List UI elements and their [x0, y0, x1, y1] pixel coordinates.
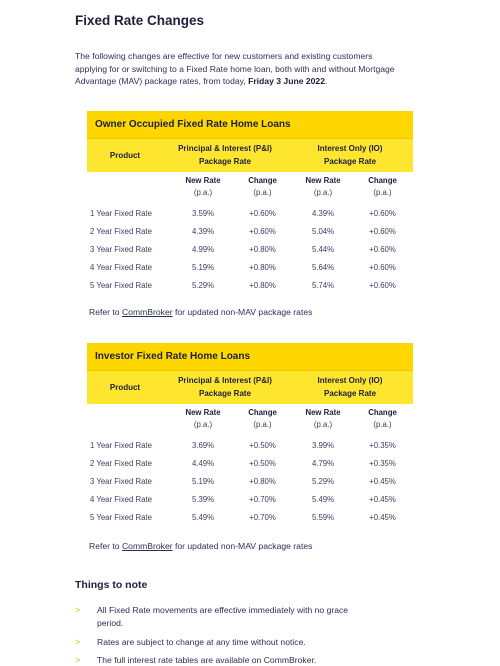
note-text: Rates are subject to change at any time without notice. [97, 637, 306, 647]
table-row [87, 241, 413, 259]
page-title: Fixed Rate Changes [75, 13, 205, 28]
pi-change-cell: +0.50% [249, 441, 276, 451]
investor-refer-note [89, 541, 312, 551]
refer-text-end: for updated non-MAV package rates [172, 541, 313, 551]
table-heading: Owner Occupied Fixed Rate Home Loans [87, 111, 413, 139]
io-change-cell: +0.60% [369, 280, 396, 290]
io-group-subtitle: Package Rate [323, 388, 377, 398]
io-rate-cell: 4.39% [311, 209, 335, 219]
pi-change-cell: +0.70% [249, 512, 276, 522]
table-group-header [87, 139, 413, 172]
io-group-subtitle: Package Rate [323, 156, 377, 166]
list-item [75, 604, 375, 636]
io-rate-cell: 5.64% [311, 262, 335, 272]
column-header-io-new-rate: New Rate (p.a.) [305, 407, 341, 429]
table-row [87, 205, 413, 223]
effective-date: Friday 3 June 2022 [248, 76, 325, 86]
io-rate-cell: 5.74% [311, 280, 335, 290]
list-item [75, 636, 375, 654]
notes-list [75, 604, 375, 666]
note-text-end: . [313, 655, 317, 665]
io-group-title: Interest Only (IO) [317, 144, 383, 153]
table-group-header [87, 371, 413, 404]
product-header: Product [109, 383, 141, 392]
column-header-pi-change: Change (p.a.) [248, 175, 277, 197]
column-header-io-change: Change (p.a.) [368, 175, 397, 197]
column-headers [87, 404, 413, 434]
pi-rate-cell: 3.59% [191, 209, 215, 219]
io-change-cell: +0.35% [369, 459, 396, 469]
table-row [87, 258, 413, 276]
pi-group-subtitle: Package Rate [198, 156, 252, 166]
pi-group-title: Principal & Interest (P&I) [178, 376, 272, 385]
column-header-pi-change: Change (p.a.) [248, 407, 277, 429]
io-rate-cell: 5.04% [311, 227, 335, 237]
column-headers [87, 172, 413, 202]
product-cell: 1 Year Fixed Rate [90, 209, 152, 219]
io-rate-cell: 5.44% [311, 244, 335, 254]
pi-rate-cell: 4.99% [191, 244, 215, 254]
table-row [87, 473, 413, 491]
owner-refer-note [89, 307, 312, 317]
refer-text: Refer to [89, 541, 122, 551]
pi-group-title: Principal & Interest (P&I) [178, 144, 272, 153]
pi-rate-cell: 5.29% [191, 280, 215, 290]
table-row [87, 223, 413, 241]
list-item [75, 654, 375, 666]
chevron-right-icon: > [75, 605, 81, 615]
pi-rate-cell: 5.39% [191, 494, 215, 504]
io-change-cell: +0.60% [369, 262, 396, 272]
pi-change-cell: +0.60% [249, 209, 276, 219]
pi-rate-cell: 3.69% [191, 441, 215, 451]
io-change-cell: +0.45% [369, 512, 396, 522]
pi-group-header [163, 375, 287, 400]
io-rate-cell: 3.99% [311, 441, 335, 451]
io-change-cell: +0.60% [369, 227, 396, 237]
note-text: All Fixed Rate movements are effective immediately with no grace period. [97, 605, 349, 628]
table-row [87, 508, 413, 526]
product-header: Product [109, 151, 141, 160]
product-cell: 3 Year Fixed Rate [90, 244, 152, 254]
io-rate-cell: 5.59% [311, 512, 335, 522]
pi-change-cell: +0.60% [249, 227, 276, 237]
io-change-cell: +0.45% [369, 494, 396, 504]
pi-rate-cell: 4.39% [191, 227, 215, 237]
column-header-io-new-rate: New Rate (p.a.) [305, 175, 341, 197]
intro-end: . [325, 76, 328, 86]
io-rate-cell: 5.29% [311, 476, 335, 486]
pi-rate-cell: 4.49% [191, 459, 215, 469]
intro-text: The following changes are effective for new customers and existing customers applying for or switching to a Fixed Rate home loan, both with and without Mortgage Advantage (MAV) package rates, from today, [75, 51, 395, 86]
pi-rate-cell: 5.49% [191, 512, 215, 522]
io-rate-cell: 4.79% [311, 459, 335, 469]
pi-change-cell: +0.70% [249, 494, 276, 504]
product-cell: 3 Year Fixed Rate [90, 476, 152, 486]
product-cell: 2 Year Fixed Rate [90, 459, 152, 469]
chevron-right-icon: > [75, 655, 81, 665]
refer-text: Refer to [89, 307, 122, 317]
pi-change-cell: +0.50% [249, 459, 276, 469]
intro-paragraph [75, 50, 405, 88]
io-group-header [287, 143, 413, 168]
table-row [87, 437, 413, 455]
product-cell: 1 Year Fixed Rate [90, 441, 152, 451]
note-text: The full interest rate tables are available on [97, 655, 264, 665]
io-group-header [287, 375, 413, 400]
table-row [87, 490, 413, 508]
table-heading: Investor Fixed Rate Home Loans [87, 343, 413, 371]
pi-change-cell: +0.80% [249, 244, 276, 254]
table-body [87, 205, 413, 294]
io-rate-cell: 5.49% [311, 494, 335, 504]
table-row [87, 455, 413, 473]
pi-group-header [163, 143, 287, 168]
pi-change-cell: +0.80% [249, 262, 276, 272]
pi-change-cell: +0.80% [249, 476, 276, 486]
table-row [87, 276, 413, 294]
column-header-pi-new-rate: New Rate (p.a.) [185, 175, 221, 197]
io-change-cell: +0.60% [369, 244, 396, 254]
product-cell: 5 Year Fixed Rate [90, 280, 152, 290]
column-header-pi-new-rate: New Rate (p.a.) [185, 407, 221, 429]
pi-rate-cell: 5.19% [191, 262, 215, 272]
io-change-cell: +0.60% [369, 209, 396, 219]
pi-group-subtitle: Package Rate [198, 388, 252, 398]
io-change-cell: +0.45% [369, 476, 396, 486]
investor-rate-table [87, 343, 413, 526]
chevron-right-icon: > [75, 637, 81, 647]
table-body [87, 437, 413, 526]
commbroker-link[interactable]: CommBroker [121, 541, 173, 551]
owner-occupied-rate-table [87, 111, 413, 294]
pi-rate-cell: 5.19% [191, 476, 215, 486]
commbroker-link[interactable]: CommBroker [121, 307, 173, 317]
product-cell: 5 Year Fixed Rate [90, 512, 152, 522]
commbroker-link[interactable]: CommBroker [263, 655, 314, 665]
io-group-title: Interest Only (IO) [317, 376, 383, 385]
column-header-io-change: Change (p.a.) [368, 407, 397, 429]
notes-heading: Things to note [75, 579, 148, 591]
io-change-cell: +0.35% [369, 441, 396, 451]
refer-text-end: for updated non-MAV package rates [172, 307, 313, 317]
product-cell: 4 Year Fixed Rate [90, 262, 152, 272]
product-cell: 2 Year Fixed Rate [90, 227, 152, 237]
pi-change-cell: +0.80% [249, 280, 276, 290]
product-cell: 4 Year Fixed Rate [90, 494, 152, 504]
